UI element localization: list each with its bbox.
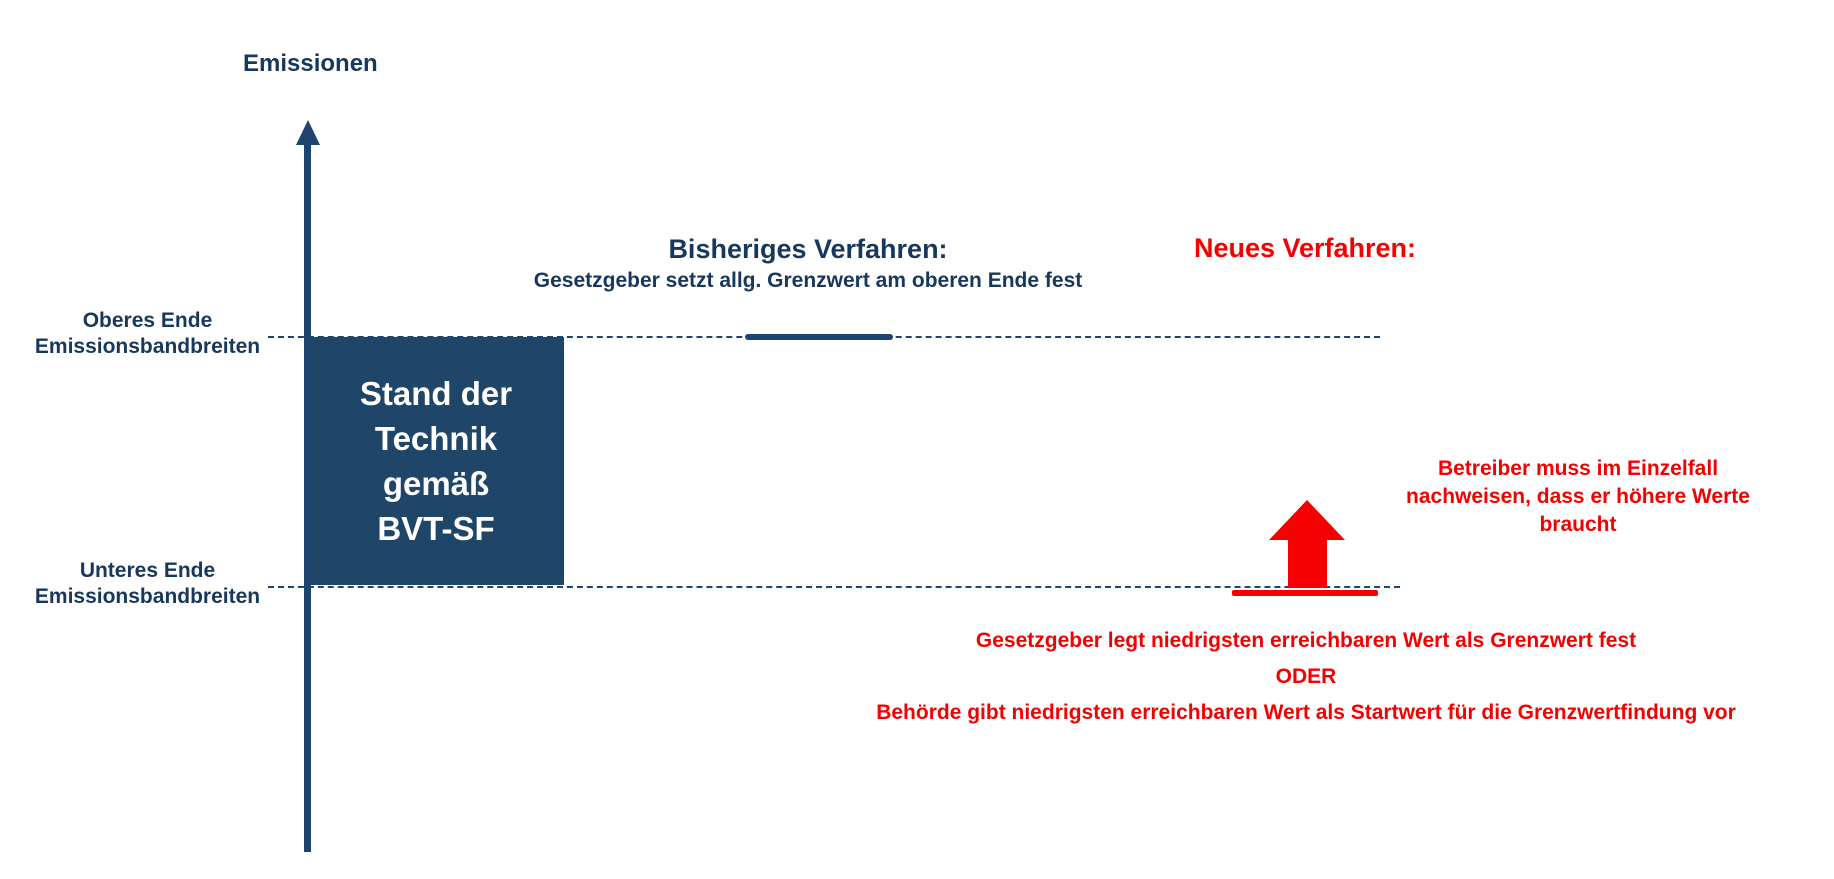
spacer — [790, 654, 1822, 664]
upper-band-label-line2: Emissionsbandbreiten — [34, 335, 261, 358]
old-procedure-heading — [450, 233, 1166, 294]
axis-arrowhead-icon — [296, 120, 320, 145]
up-arrow-icon — [1269, 500, 1345, 540]
box-text-line3: gemäß — [382, 465, 490, 502]
operator-note-line1: Betreiber muss im Einzelfall — [1437, 457, 1719, 480]
axis-label: Emissionen — [243, 50, 378, 77]
stand-der-technik-box — [308, 337, 564, 585]
lower-band-dashed-line — [268, 586, 1400, 588]
old-procedure-subtitle: Gesetzgeber setzt allg. Grenzwert am oberen Ende fest — [533, 269, 1083, 292]
option-2-text: Behörde gibt niedrigsten erreichbaren Wert als Startwert für die Grenzwertfindung vor — [876, 701, 1736, 724]
new-procedure-title: Neues Verfahren: — [1193, 233, 1417, 263]
box-text-line1: Stand der — [359, 375, 513, 412]
box-text-line2: Technik — [374, 420, 498, 457]
lower-band-label-line2: Emissionsbandbreiten — [34, 585, 261, 608]
upper-band-label-line1: Oberes Ende — [82, 309, 213, 332]
lower-band-label-line1: Unteres Ende — [79, 559, 216, 582]
up-arrow-shaft — [1288, 538, 1327, 588]
old-procedure-title: Bisheriges Verfahren: — [668, 234, 948, 264]
new-limit-line — [1232, 590, 1378, 596]
operator-note — [1368, 455, 1788, 539]
spacer — [790, 690, 1822, 700]
option-1-text: Gesetzgeber legt niedrigsten erreichbaren Wert als Grenzwert fest — [975, 629, 1637, 652]
lower-band-label — [10, 558, 285, 610]
limit-setting-options — [790, 628, 1822, 726]
box-text-line4: BVT-SF — [377, 510, 495, 547]
operator-note-line3: braucht — [1539, 513, 1617, 536]
or-label: ODER — [1275, 665, 1337, 688]
operator-note-line2: nachweisen, dass er höhere Werte — [1406, 485, 1750, 508]
old-limit-line — [745, 334, 893, 340]
upper-band-label — [10, 308, 285, 360]
